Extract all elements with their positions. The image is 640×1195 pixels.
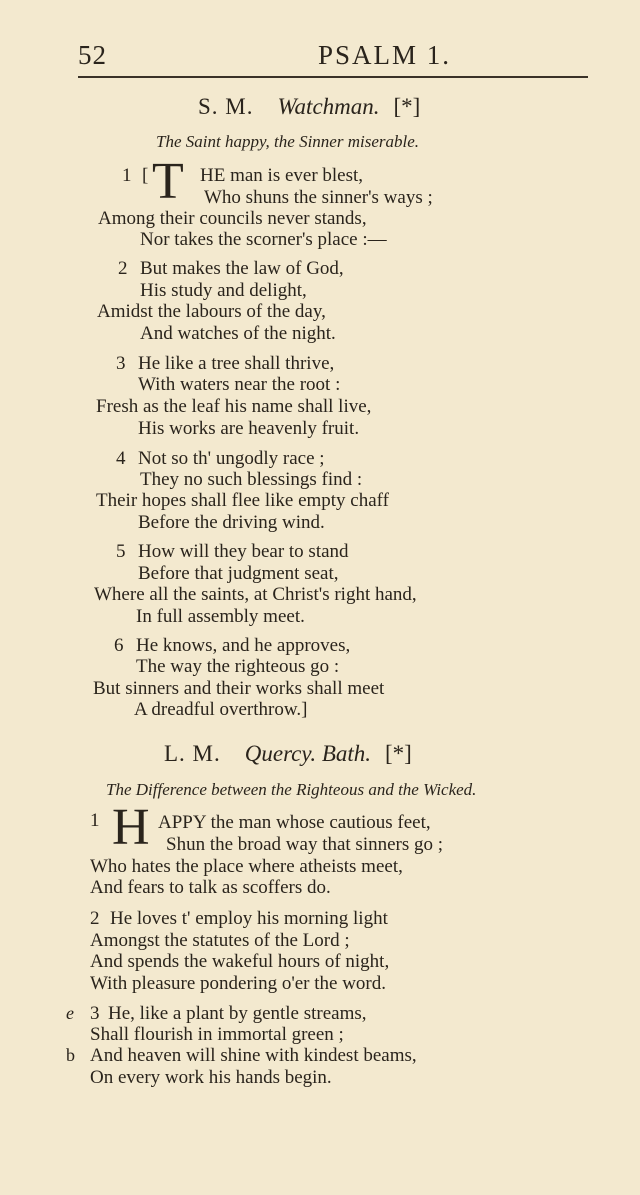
hymn2-v3-line1: He, like a plant by gentle streams, (108, 1003, 367, 1024)
hymn2-v2-line2: Amongst the statutes of the Lord ; (90, 930, 350, 951)
hymn2-verse-3-number: 3 (90, 1003, 100, 1024)
hymn1-mark: [*] (393, 94, 421, 119)
hymn1-v3-line2: With waters near the root : (138, 374, 341, 395)
hymn1-v5-line1: How will they bear to stand (138, 541, 349, 562)
hymn2-v2-line1: He loves t' employ his morning light (110, 908, 388, 929)
hymn1-verse-6-number: 6 (114, 635, 124, 656)
hymn2-v3-line2: Shall flourish in immortal green ; (90, 1024, 344, 1045)
hymn1-v2-line2: His study and delight, (140, 280, 307, 301)
hymn1-v5-line4: In full assembly meet. (136, 606, 305, 627)
hymn1-subtitle: The Saint happy, the Sinner miserable. (156, 132, 420, 151)
hymn1-v1-line1: HE man is ever blest, (200, 165, 364, 186)
hymn2-drop-cap: H (112, 799, 150, 856)
hymn1-verse-4-number: 4 (116, 448, 126, 469)
hymn1-v5-line3: Where all the saints, at Christ's right hand, (94, 584, 417, 605)
hymn2-subtitle: The Difference between the Righteous and the Wicked. (106, 780, 477, 799)
hymn2-v3-line4: On every work his hands begin. (90, 1067, 332, 1088)
page-title: PSALM 1. (318, 40, 452, 70)
hymn1-drop-cap: T (152, 153, 184, 210)
hymn1-v4-line4: Before the driving wind. (138, 512, 325, 533)
hymn1-v5-line2: Before that judgment seat, (138, 563, 339, 584)
hymn2-v2-line4: With pleasure pondering o'er the word. (90, 973, 387, 994)
hymn1-v3-line1: He like a tree shall thrive, (138, 353, 335, 374)
hymn2-verse-2-number: 2 (90, 908, 100, 929)
hymn1-v4-line1: Not so th' ungodly race ; (138, 448, 325, 469)
hymn1-v6-line2: The way the righteous go : (136, 656, 340, 677)
hymn1-verse-5-number: 5 (116, 541, 126, 562)
hymn1-v4-line3: Their hopes shall flee like empty chaff (96, 490, 389, 511)
hymn2-v1-line1: APPY the man whose cautious feet, (158, 812, 431, 833)
hymn1-v3-line3: Fresh as the leaf his name shall live, (96, 396, 372, 417)
page-number: 52 (78, 40, 107, 70)
hymn1-v6-line4: A dreadful overthrow.] (134, 699, 308, 720)
hymn2-v3-line3: And heaven will shine with kindest beams, (90, 1045, 417, 1066)
hymn1-v1-line4: Nor takes the scorner's place :— (140, 229, 387, 250)
hymn1-open-bracket: [ (142, 165, 149, 186)
hymn2-v2-line3: And spends the wakeful hours of night, (90, 951, 390, 972)
hymn1-heading (198, 94, 420, 120)
hymn1-meter: S. M. (198, 94, 254, 119)
page-header (78, 40, 588, 76)
header-rule (78, 76, 588, 78)
hymn1-verse-1-number: 1 (122, 165, 132, 186)
hymn2-meter: L. M. (164, 741, 221, 766)
hymn2-verse-1-number: 1 (90, 810, 100, 831)
hymn2-v1-line4: And fears to talk as scoffers do. (90, 877, 331, 898)
hymn1-tune-name: Watchman. (277, 94, 380, 119)
hymn2-tune-name: Quercy. Bath. (244, 741, 372, 766)
hymn1-v2-line1: But makes the law of God, (140, 258, 344, 279)
hymn2-heading (164, 741, 412, 767)
hymn1-v6-line1: He knows, and he approves, (136, 635, 351, 656)
hymn1-v2-line3: Amidst the labours of the day, (97, 301, 326, 322)
hymn1-v3-line4: His works are heavenly fruit. (138, 418, 360, 439)
hymn2-mark: [*] (385, 741, 412, 766)
hymn2-v1-line3: Who hates the place where atheists meet, (90, 856, 403, 877)
hymn1-v4-line2: They no such blessings find : (140, 469, 363, 490)
hymn2-v1-line2: Shun the broad way that sinners go ; (166, 834, 444, 855)
hymn1-verse-2-number: 2 (118, 258, 128, 279)
hymn2-margin-b: b (66, 1045, 75, 1065)
hymn1-v6-line3: But sinners and their works shall meet (93, 678, 385, 699)
hymn1-v2-line4: And watches of the night. (140, 323, 336, 344)
hymn1-v1-line3: Among their councils never stands, (98, 208, 367, 229)
hymn2-margin-e: e (66, 1003, 74, 1023)
hymn1-verse-3-number: 3 (116, 353, 126, 374)
hymn1-v1-line2: Who shuns the sinner's ways ; (204, 187, 433, 208)
